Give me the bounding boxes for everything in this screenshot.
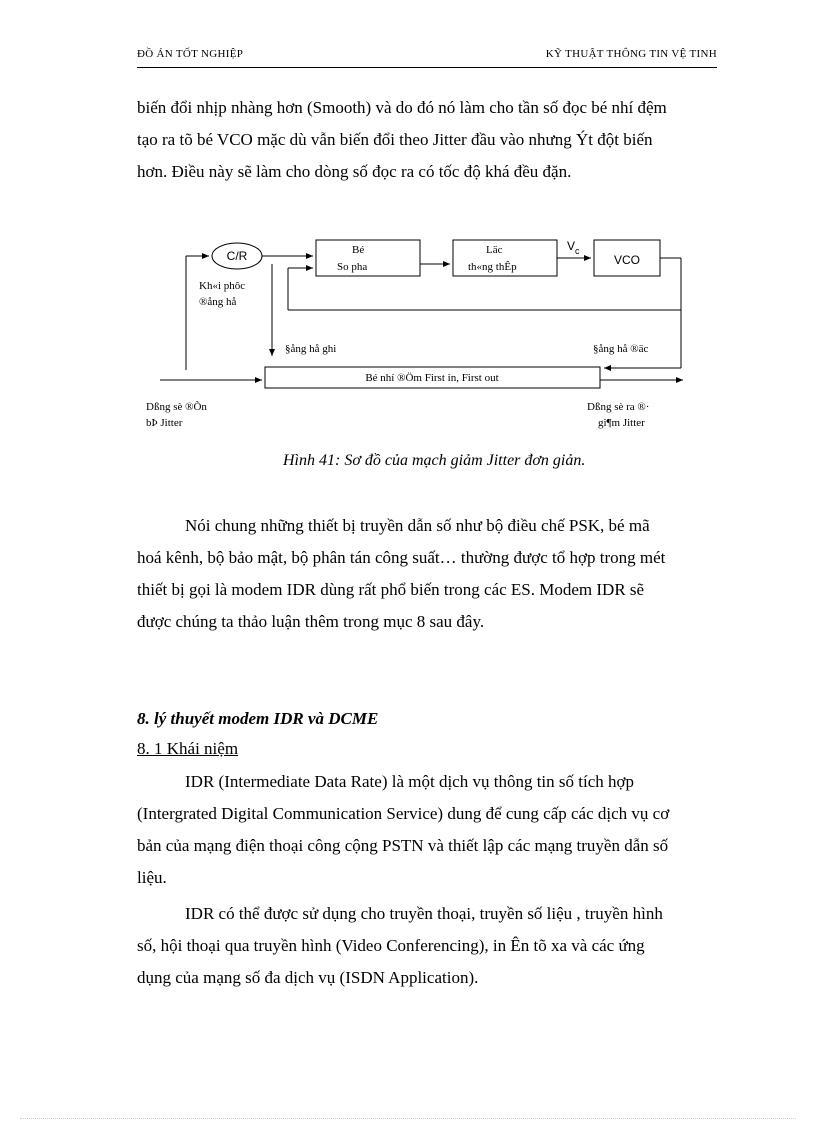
paragraph-line: tạo ra tõ bé VCO mặc dù vẫn biến đổi theo Jitter đầu vào nhưng Ýt đột biến xyxy=(137,130,653,149)
paragraph-line: hoá kênh, bộ bảo mật, bộ phân tán công suất… thường được tổ hợp trong mét xyxy=(137,548,666,567)
paragraph-devices xyxy=(137,510,740,638)
paragraph-line: IDR có thể được sử dụng cho truyền thoại, truyền số liệu , truyền hình xyxy=(185,904,663,923)
paragraph-line: bản của mạng điện thoại công cộng PSTN và thiết lập các mạng truyền dẫn số xyxy=(137,836,669,855)
header-left-title: ĐỒ ÁN TỐT NGHIỆP xyxy=(137,48,244,60)
header-right-title: KỸ THUẬT THÔNG TIN VỆ TINH xyxy=(545,48,717,60)
write-clock-label: §ång hå ghi xyxy=(285,343,337,355)
paragraph-line: Nói chung những thiết bị truyền dẫn số như bộ điều chế PSK, bé mã xyxy=(185,516,650,535)
output-stream-line2: gi¶m Jitter xyxy=(598,417,645,429)
low-pass-filter-line2: th«ng thÊp xyxy=(468,261,517,273)
phase-comparator-line2: So pha xyxy=(337,261,368,273)
phase-comparator-block xyxy=(316,240,420,276)
paragraph-line: (Intergrated Digital Communication Service) dung để cung cấp các dịch vụ cơ xyxy=(137,804,670,823)
paragraph-line: liệu. xyxy=(137,868,167,887)
figure-caption: Hình 41: Sơ đồ của mạch giảm Jitter đơn giản. xyxy=(283,452,586,469)
subsection-heading: 8. 1 Khái niệm xyxy=(137,739,239,758)
section-heading: 8. lý thuyết modem IDR và DCME xyxy=(137,709,379,728)
paragraph-idr-uses xyxy=(137,898,740,994)
paragraph-line: thiết bị gọi là modem IDR dùng rất phổ biến trong các ES. Modem IDR sẽ xyxy=(137,580,645,599)
read-clock-label: §ång hå ®äc xyxy=(593,343,649,355)
low-pass-filter-line1: Läc xyxy=(486,244,503,256)
clock-recovery-label: C/R xyxy=(226,249,248,263)
paragraph-line: biến đổi nhịp nhàng hơn (Smooth) và do đó nó làm cho tần số đọc bé nhí đệm xyxy=(137,98,667,117)
paragraph-line: IDR (Intermediate Data Rate) là một dịch vụ thông tin số tích hợp xyxy=(185,772,634,791)
input-stream-line1: Dßng sè ®Õn xyxy=(146,401,207,413)
paragraph-line: được chúng ta thảo luận thêm trong mục 8 sau đây. xyxy=(137,612,485,631)
input-stream-line2: bÞ Jitter xyxy=(146,417,183,429)
page-bottom-border xyxy=(20,1118,796,1119)
vc-label: $V_c$ xyxy=(567,239,580,256)
paragraph-line: dụng của mạng số đa dịch vụ (ISDN Application). xyxy=(137,968,479,987)
vco-label: VCO xyxy=(613,253,641,267)
clock-recovery-sub1: Kh«i phôc xyxy=(199,280,246,292)
output-stream-line1: Dßng sè ra ®· xyxy=(587,401,650,413)
paragraph-idr-definition xyxy=(137,766,740,894)
fifo-buffer-label: Bé nhí ®Öm First in, First out xyxy=(365,372,499,384)
phase-comparator-line1: Bé xyxy=(352,244,365,256)
paragraph-line: hơn. Điều này sẽ làm cho dòng số đọc ra có tốc độ khá đều đặn. xyxy=(137,162,572,181)
paragraph-line: số, hội thoại qua truyền hình (Video Conferencing), in Ên tõ xa và các ứng xyxy=(137,936,645,955)
clock-recovery-sub2: ®ång hå xyxy=(199,296,237,308)
